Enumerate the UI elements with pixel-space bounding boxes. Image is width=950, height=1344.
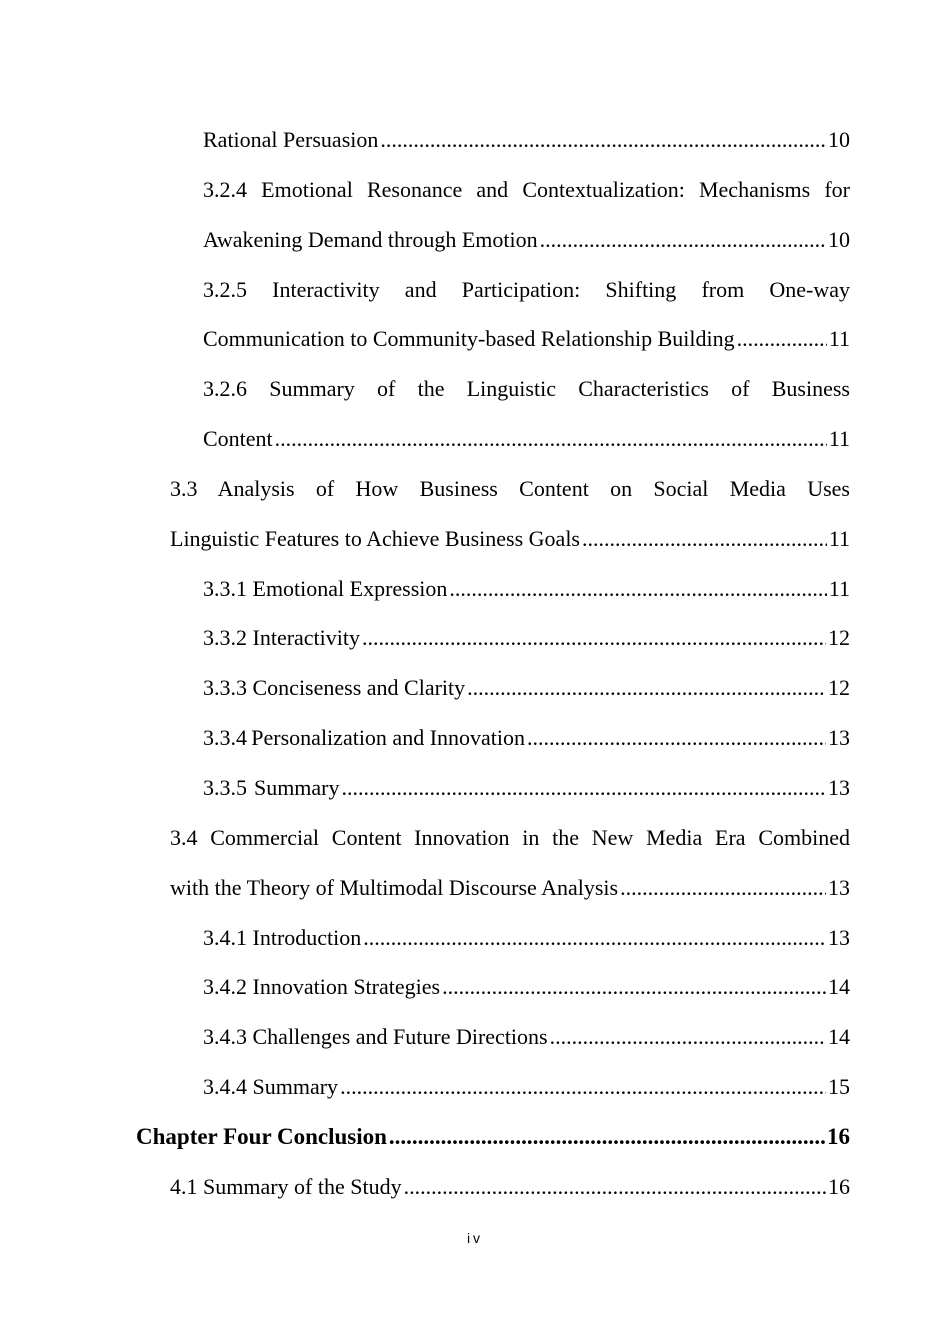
toc-leader-dots — [380, 115, 826, 165]
toc-leader-dots — [620, 863, 826, 913]
toc-page-number: 13 — [828, 924, 850, 950]
toc-entry[interactable] — [0, 763, 850, 813]
toc-entry[interactable] — [0, 564, 850, 614]
toc-entry-title-line2: Linguistic Features to Achieve Business Goals — [170, 525, 580, 551]
table-of-contents — [0, 115, 950, 1212]
toc-leader-dots — [582, 514, 827, 564]
toc-entry[interactable] — [0, 115, 850, 165]
toc-entry-title-line2: Content — [203, 426, 273, 452]
toc-leader-dots — [404, 1162, 826, 1212]
toc-entry-title-line1[interactable]: 3.2.4 Emotional Resonance and Contextualization: Mechanisms for — [203, 176, 850, 202]
toc-entry-title: 3.4.3 Challenges and Future Directions — [203, 1024, 548, 1050]
toc-entry[interactable] — [0, 713, 850, 763]
toc-page-number: 12 — [828, 675, 850, 701]
toc-page-number: 16 — [828, 1173, 850, 1199]
toc-leader-dots — [275, 414, 827, 464]
toc-chapter-entry[interactable] — [0, 1112, 850, 1162]
toc-page-number: 11 — [828, 426, 850, 452]
toc-page-number: 10 — [828, 226, 850, 252]
toc-leader-dots — [442, 962, 826, 1012]
toc-page-number: 12 — [828, 625, 850, 651]
toc-entry[interactable] — [0, 613, 850, 663]
page-number: iv — [466, 1230, 484, 1246]
toc-page-number: 15 — [828, 1074, 850, 1100]
toc-entry-title-line2: Communication to Community-based Relationship Building — [203, 326, 735, 352]
toc-entry-title-line2: Awakening Demand through Emotion — [203, 226, 538, 252]
toc-entry-title: 3.3.1 Emotional Expression — [203, 575, 448, 601]
toc-page-number: 11 — [828, 575, 850, 601]
toc-entry[interactable] — [0, 962, 850, 1012]
toc-leader-dots — [362, 613, 826, 663]
toc-entry[interactable] — [0, 1062, 850, 1112]
toc-page-number: 13 — [828, 725, 850, 751]
toc-page-number: 14 — [828, 974, 850, 1000]
toc-entry-title: Rational Persuasion — [203, 127, 379, 152]
toc-leader-dots — [550, 1012, 826, 1062]
toc-leader-dots — [340, 1062, 826, 1112]
toc-entry-title-line2: with the Theory of Multimodal Discourse Analysis — [170, 874, 619, 900]
toc-entry[interactable] — [0, 514, 850, 564]
toc-entry-title: 3.3.2 Interactivity — [203, 625, 361, 651]
toc-page-number: 16 — [827, 1123, 850, 1149]
toc-entry[interactable] — [0, 913, 850, 963]
toc-entry[interactable] — [0, 863, 850, 913]
toc-entry[interactable] — [0, 663, 850, 713]
toc-page-number: 14 — [828, 1024, 850, 1050]
toc-leader-dots — [737, 314, 827, 364]
toc-entry[interactable] — [0, 414, 850, 464]
toc-entry-title: Personalization and Innovation — [251, 725, 526, 751]
toc-leader-dots — [449, 564, 826, 614]
toc-entry-title: 3.3.3 Conciseness and Clarity — [203, 675, 466, 701]
toc-entry-title: 3.4.2 Innovation Strategies — [203, 974, 441, 1000]
toc-entry[interactable] — [0, 1012, 850, 1062]
toc-entry[interactable] — [0, 1162, 850, 1212]
toc-leader-dots — [527, 713, 826, 763]
toc-page-number: 11 — [828, 525, 850, 551]
toc-leader-dots — [363, 913, 826, 963]
toc-entry[interactable] — [0, 314, 850, 364]
toc-entry-title-line1[interactable]: 3.3 Analysis of How Business Content on Social Media Uses — [170, 475, 850, 501]
toc-entry-title-line1[interactable]: 3.2.6 Summary of the Linguistic Characteristics of Business — [203, 376, 850, 402]
toc-leader-dots — [540, 215, 826, 265]
toc-entry-title: 4.1 Summary of the Study — [170, 1173, 402, 1199]
toc-page-number: 11 — [828, 326, 850, 352]
toc-entry-title-line1[interactable]: 3.2.5 Interactivity and Participation: Shifting from One-way — [203, 276, 850, 302]
toc-entry-number: 3.3.4 — [203, 725, 247, 751]
toc-page-number: 13 — [828, 774, 850, 800]
toc-entry-title: 3.4.1 Introduction — [203, 924, 362, 950]
toc-leader-dots — [342, 763, 826, 813]
toc-leader-dots — [467, 663, 826, 713]
toc-entry-title: Summary — [253, 774, 340, 800]
toc-entry[interactable] — [0, 215, 850, 265]
toc-leader-dots — [389, 1112, 825, 1162]
toc-entry-title-line1[interactable]: 3.4 Commercial Content Innovation in the New Media Era Combined — [170, 824, 850, 850]
toc-page-number: 10 — [828, 127, 850, 152]
toc-chapter-title: Chapter Four Conclusion — [136, 1123, 387, 1149]
toc-entry-number: 3.3.5 — [203, 774, 247, 800]
toc-entry-title: 3.4.4 Summary — [203, 1074, 339, 1100]
toc-page-number: 13 — [828, 874, 850, 900]
